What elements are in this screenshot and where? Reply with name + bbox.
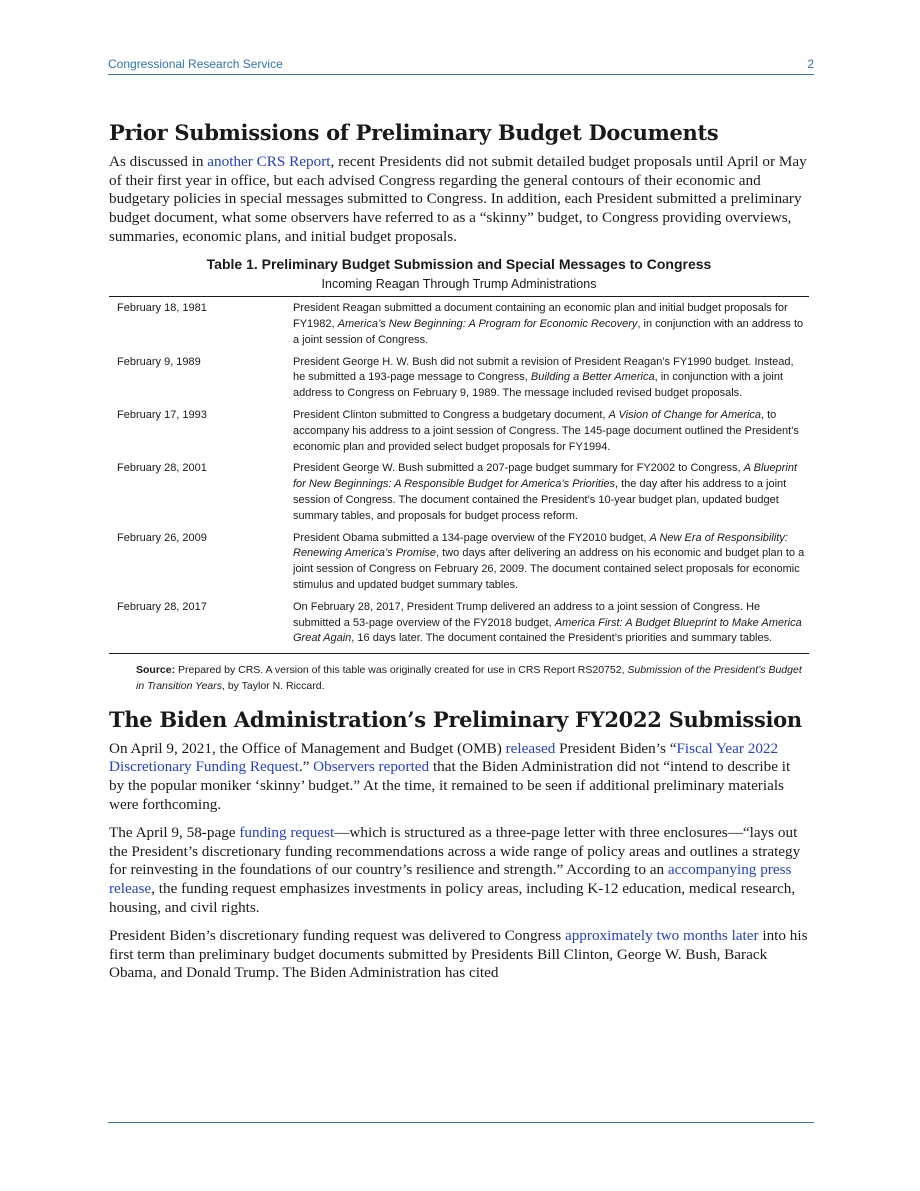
- italic-title: A Blueprint for New Beginnings: A Responsible Budget for America’s Priorities: [293, 462, 798, 491]
- italic-title: A New Era of Responsibility: Renewing America’s Promise: [293, 531, 788, 560]
- text-run: President George H. W. Bush did not submit a revision of President Reagan’s FY1990 budget. Instead, he submitted a 193-page message to Congress,: [293, 355, 794, 384]
- text-run: , 16 days later. The document contained the President’s priorities and summary tables.: [351, 632, 773, 645]
- table-row: [109, 355, 809, 402]
- text-run: .”: [298, 758, 314, 776]
- text-run: , to accompany his address to a joint session of Congress. The 145-page document outlined the President’s economic plan and provided select budget proposals for FY1994.: [293, 408, 799, 453]
- page-content: [109, 120, 809, 993]
- table-cell-date: February 28, 2001: [117, 462, 207, 475]
- bold-label: Source:: [136, 664, 176, 677]
- text-run: , recent Presidents did not submit detailed budget proposals until April or May of their first year in office, but each advised Congress regarding the general contours of their economic and budgetary policies in special messages submitted to Congress. In addition, each President submitted a preliminary budget document, what some observers have referred to as a “skinny” budget, to Congress providing overviews, summaries, economic plans, and initial budget proposals.: [109, 153, 807, 245]
- table-row: [109, 531, 809, 594]
- text-run: , the funding request emphasizes investments in policy areas, including K-12 education, medical research, housing, and civil rights.: [109, 880, 796, 916]
- text-run: , two days after delivering an address on his economic and budget plan to a joint session of Congress on February 26, 2009. The document contained select proposals for economic stimulus and updated budget summary tables.: [293, 547, 805, 591]
- table-row: [109, 461, 809, 524]
- table-source-note: [109, 654, 809, 695]
- table-title: Table 1. Preliminary Budget Submission and Special Messages to Congress: [206, 256, 712, 273]
- footer-rule: [108, 1122, 814, 1123]
- inline-link[interactable]: another CRS Report: [207, 153, 331, 171]
- table-cell-description: [293, 531, 809, 594]
- table-cell-date: February 26, 2009: [117, 531, 207, 544]
- text-run: On April 9, 2021, the Office of Management and Budget (OMB): [109, 739, 506, 757]
- table-cell-description: [293, 600, 809, 647]
- italic-title: Submission of the President’s Budget in Transition Years: [136, 664, 802, 692]
- text-run: On February 28, 2017, President Trump delivered an address to a joint session of Congress. He submitted a 53-page overview of the FY2018 budget,: [293, 600, 761, 629]
- section-heading-prior-submissions: Prior Submissions of Preliminary Budget Documents: [109, 120, 719, 145]
- inline-link[interactable]: Fiscal Year 2022 Discretionary Funding Request: [109, 739, 779, 776]
- body-paragraph: [109, 740, 809, 814]
- table-cell-description: [293, 301, 809, 348]
- text-run: , in conjunction with a joint address to Congress on February 9, 1989. The message included revised budget proposals.: [293, 371, 784, 400]
- italic-title: A Vision of Change for America: [608, 408, 761, 421]
- table-row: [109, 408, 809, 455]
- table-cell-date: February 17, 1993: [117, 408, 207, 421]
- table-cell-description: [293, 408, 809, 455]
- inline-link[interactable]: released: [505, 739, 556, 757]
- inline-link[interactable]: Observers reported: [313, 758, 430, 776]
- header-org: Congressional Research Service: [108, 57, 283, 71]
- body-paragraph: [109, 824, 809, 917]
- italic-title: America First: A Budget Blueprint to Make America Great Again: [293, 616, 802, 645]
- page-number: 2: [807, 57, 814, 71]
- text-run: The April 9, 58-page: [109, 824, 240, 842]
- section-heading-biden-submission: The Biden Administration’s Preliminary FY2022 Submission: [109, 706, 802, 732]
- italic-title: Building a Better America: [530, 371, 655, 384]
- table-row: [109, 600, 809, 647]
- text-run: Prepared by CRS. A version of this table was originally created for use in CRS Report RS20752,: [175, 664, 628, 677]
- table-cell-description: [293, 461, 809, 524]
- table-cell-description: [293, 355, 809, 402]
- text-run: President Reagan submitted a document containing an economic plan and initial budget proposals for FY1982,: [293, 302, 788, 330]
- submissions-table: [109, 296, 809, 654]
- intro-paragraph: [109, 153, 809, 246]
- text-run: , the day after his address to a joint session of Congress. The document contained the President’s 10-year budget plan, updated budget summary tables, and proposals for budget process reform.: [293, 478, 787, 522]
- text-run: , in conjunction with an address to a joint session of Congress.: [293, 317, 804, 346]
- text-run: As discussed in: [109, 153, 208, 171]
- text-run: , by Taylor N. Riccard.: [222, 679, 325, 692]
- inline-link[interactable]: accompanying press release: [109, 861, 792, 898]
- table-subtitle: Incoming Reagan Through Trump Administrations: [321, 277, 597, 292]
- text-run: that the Biden Administration did not “intend to describe it by the popular moniker ‘skinny’ budget.” At the time, it remained to be seen if additional preliminary materials were forthcoming.: [109, 758, 791, 813]
- table-cell-date: February 18, 1981: [117, 302, 207, 315]
- text-run: President Clinton submitted to Congress a budgetary document,: [293, 408, 609, 421]
- text-run: President Obama submitted a 134-page overview of the FY2010 budget,: [293, 531, 650, 544]
- inline-link[interactable]: approximately two months later: [564, 927, 759, 945]
- header-rule: [108, 74, 814, 75]
- text-run: into his first term than preliminary budget documents submitted by Presidents Bill Clinton, George W. Bush, Barack Obama, and Donald Trump. The Biden Administration has cited: [109, 927, 808, 982]
- text-run: President Biden’s “: [555, 739, 677, 757]
- text-run: —which is structured as a three-page letter with three enclosures—“lays out the President’s discretionary funding recommendations across a wide range of policy areas and outlines a strategy for reinvesting in the foundations of our country’s resilience and strength.” According to an: [109, 824, 801, 879]
- table-cell-date: February 9, 1989: [117, 355, 201, 368]
- text-run: President George W. Bush submitted a 207-page budget summary for FY2002 to Congress,: [293, 462, 744, 475]
- italic-title: America’s New Beginning: A Program for Economic Recovery: [337, 317, 638, 330]
- inline-link[interactable]: funding request: [239, 824, 335, 842]
- text-run: President Biden’s discretionary funding request was delivered to Congress: [109, 927, 565, 945]
- body-paragraph: [109, 927, 809, 983]
- table-cell-date: February 28, 2017: [117, 600, 207, 613]
- table-row: [109, 301, 809, 348]
